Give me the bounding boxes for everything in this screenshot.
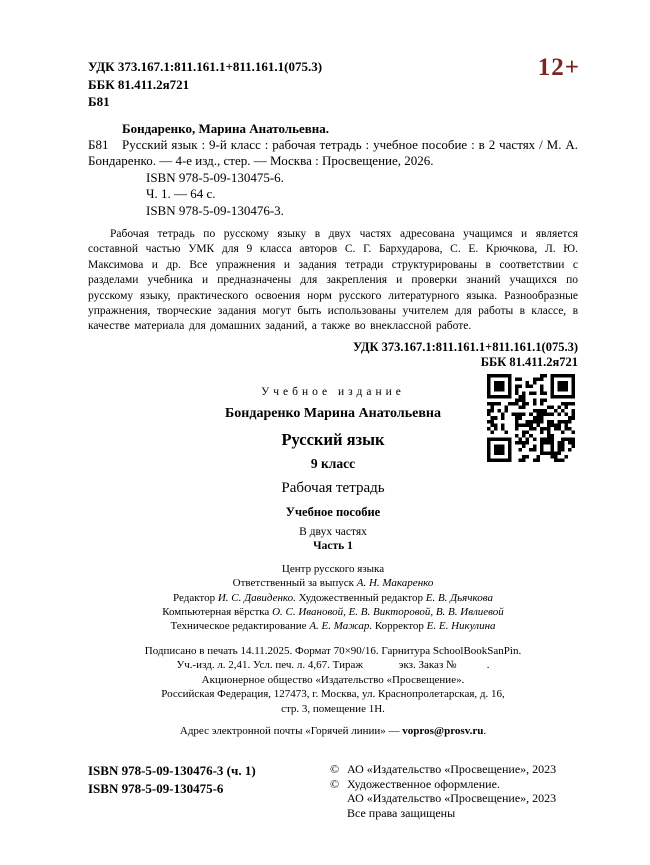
edition-subtitle: Рабочая тетрадь — [281, 479, 385, 496]
part-info: Ч. 1. — 64 с. — [146, 186, 216, 201]
copyright-text: АО «Издательство «Просвещение», 2023 — [347, 762, 557, 776]
annotation: Рабочая тетрадь по русскому языку в двух частях адресована учащимся и является составной частью УМК для 9 класса авторов С. Г. Бархударова, С. Е. Крючкова, Л. Ю. Максимова и др. Все упражнения и задания тетради структурированы в соответствии с разделами учебника и предназначены для закрепления и проверки знаний учащихся по русскому языку, практического освоения норм русского литературного языка. Разнообразные упражнения, творческие задания могут быть использованы учителем для работы в классе, в качестве материала для домашних заданий, а также во внеклассной работе. — [88, 228, 578, 333]
hotline-email-suffix: . — [483, 724, 487, 737]
credit-line: Ответственный за выпуск А. Н. Макаренко — [232, 577, 434, 590]
edition-label: Учебное издание — [261, 385, 405, 398]
edition-type: Учебное пособие — [285, 504, 381, 519]
isbn-part: ISBN 978-5-09-130476-3. — [146, 202, 284, 218]
edition-title: Русский язык — [281, 429, 385, 449]
print-info-block — [88, 644, 578, 738]
hotline-email: vopros@prosv.ru — [402, 724, 484, 737]
top-codes-block — [88, 54, 580, 111]
copyright-mark — [330, 806, 347, 821]
bibliographic-description: Русский язык : 9-й класс : рабочая тетрадь : учебное пособие : в 2 частях / М. А. Бондаренко. — 4-е изд., стер. — Москва : Просвещение, 2026. — [88, 136, 578, 168]
udk-code-right: УДК 373.167.1:811.161.1+811.161.1(075.3) — [352, 339, 578, 354]
footer-isbn-part1: ISBN 978-5-09-130476-3 (ч. 1) — [88, 763, 256, 778]
catalog-letter-code: Б81 — [88, 94, 110, 109]
copyright-text: Все права защищены — [347, 805, 456, 820]
age-rating: 12+ — [537, 54, 580, 81]
print-line: Подписано в печать 14.11.2025. Формат 70×90/16. Гарнитура SchoolBookSanPin. — [144, 644, 522, 657]
copyright-mark: © — [330, 762, 340, 776]
copyright-text: Художественное оформление. — [347, 776, 500, 791]
edition-part: Часть 1 — [313, 539, 353, 552]
catalog-code: Б81 — [88, 136, 109, 152]
credit-line: Техническое редактирование А. Е. Мажар. Корректор Е. Е. Никулина — [170, 620, 496, 633]
copyright-line — [330, 762, 556, 777]
copyright-line — [330, 791, 556, 806]
udk-code: УДК 373.167.1:811.161.1+811.161.1(075.3) — [88, 59, 323, 74]
codes-right-block — [88, 340, 578, 371]
bbk-code-right: ББК 81.411.2я721 — [480, 355, 578, 370]
publisher-name: Акционерное общество «Издательство «Просвещение». — [201, 673, 465, 686]
copyright-text: АО «Издательство «Просвещение», 2023 — [347, 791, 557, 806]
footer — [88, 762, 612, 820]
credit-line: Редактор И. С. Давиденко. Художественный редактор Е. В. Дьячкова — [173, 591, 493, 604]
edition-parts: В двух частях — [299, 525, 367, 538]
footer-isbn-block — [88, 762, 330, 820]
hotline-email-line — [88, 724, 578, 738]
copyright-line — [330, 806, 556, 821]
copyright-mark: © — [330, 776, 340, 791]
isbn-set: ISBN 978-5-09-130475-6. — [146, 169, 284, 185]
credit-line: Центр русского языка — [281, 562, 385, 575]
copyright-mark — [330, 791, 347, 806]
edition-grade: 9 класс — [310, 455, 356, 471]
author-heading: Бондаренко, Марина Анатольевна. — [122, 120, 329, 136]
credit-line: Компьютерная вёрстка О. С. Ивановой, Е. В. Викторовой, В. В. Ивлиевой — [162, 606, 504, 619]
catalog-card — [88, 120, 578, 220]
copyright-block — [330, 762, 556, 820]
publisher-address: Российская Федерация, 127473, г. Москва, ул. Краснопролетарская, д. 16, — [161, 688, 505, 701]
publisher-address: стр. 3, помещение 1Н. — [281, 702, 385, 715]
credits — [88, 562, 578, 634]
footer-isbn-set: ISBN 978-5-09-130475-6 — [88, 781, 224, 796]
bbk-code: ББК 81.411.2я721 — [88, 76, 190, 92]
edition-author: Бондаренко Марина Анатольевна — [225, 405, 441, 421]
copyright-line — [330, 777, 556, 792]
qr-code — [487, 374, 575, 462]
print-line: Уч.-изд. л. 2,41. Усл. печ. л. 4,67. Тираж экз. Заказ № . — [176, 659, 490, 672]
hotline-email-prefix: Адрес электронной почты «Горячей линии» — — [179, 724, 403, 737]
